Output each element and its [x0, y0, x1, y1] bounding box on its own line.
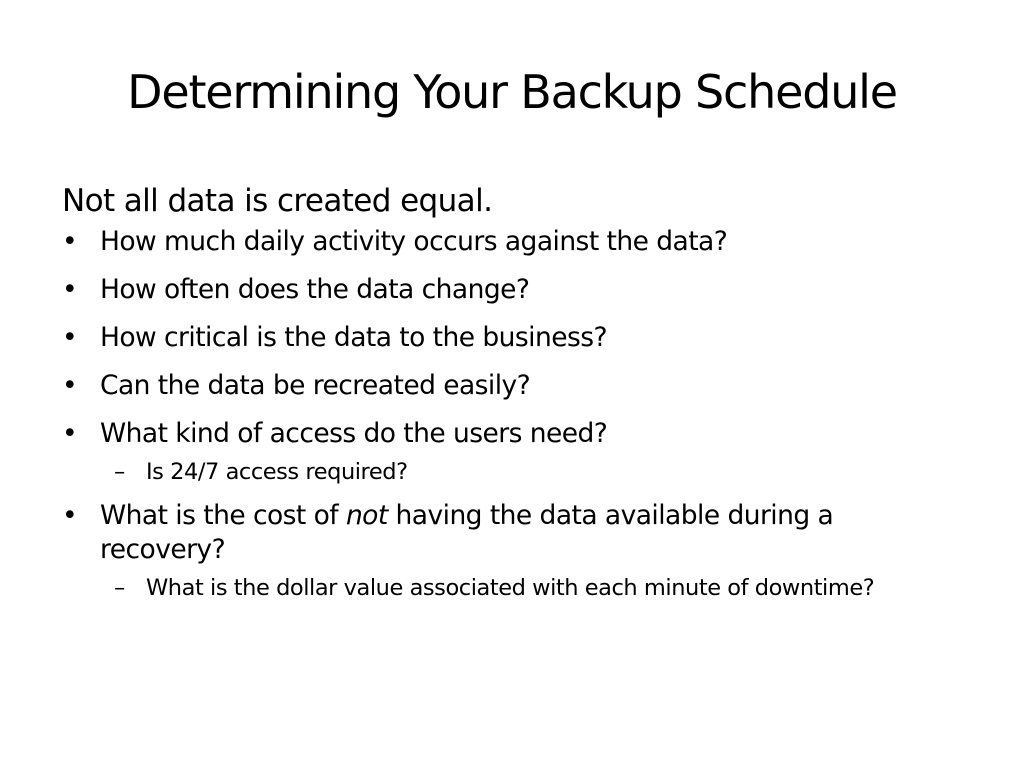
- bullet-dot-icon: •: [62, 500, 78, 531]
- lead-text: Not all data is created equal.: [62, 183, 493, 219]
- sub-bullet-item: [100, 573, 942, 603]
- bullet-item: [62, 369, 942, 403]
- dash-icon: –: [114, 575, 125, 601]
- bullet-dot-icon: •: [62, 226, 78, 257]
- bullet-text: What kind of access do the users need?: [100, 418, 608, 449]
- slide-body: [62, 180, 942, 615]
- slide-title: Determining Your Backup Schedule: [127, 65, 897, 119]
- bullet-text-after: having the data available during a recovery?: [100, 500, 834, 565]
- sub-bullet-list: [100, 573, 942, 603]
- sub-bullet-item: [100, 457, 942, 487]
- bullet-dot-icon: •: [62, 370, 78, 401]
- bullet-text: How much daily activity occurs against the data?: [100, 226, 728, 257]
- bullet-dot-icon: •: [62, 418, 78, 449]
- bullet-dot-icon: •: [62, 274, 78, 305]
- bullet-item: [62, 273, 942, 307]
- bullet-item: [62, 225, 942, 259]
- bullet-text: Can the data be recreated easily?: [100, 370, 531, 401]
- emphasis-text: not: [345, 500, 388, 531]
- bullet-text-before: What is the cost of: [100, 500, 346, 531]
- bullet-text: [100, 500, 833, 565]
- bullet-item: [62, 417, 942, 487]
- sub-bullet-text: Is 24/7 access required?: [146, 459, 408, 485]
- bullet-dot-icon: •: [62, 322, 78, 353]
- bullet-text: How critical is the data to the business?: [100, 322, 607, 353]
- sub-bullet-text: What is the dollar value associated with each minute of downtime?: [146, 575, 875, 601]
- bullet-item: [62, 321, 942, 355]
- bullet-item: [62, 499, 942, 603]
- dash-icon: –: [114, 459, 125, 485]
- sub-bullet-list: [100, 457, 942, 487]
- bullet-list: [62, 225, 942, 603]
- bullet-text: How often does the data change?: [100, 274, 530, 305]
